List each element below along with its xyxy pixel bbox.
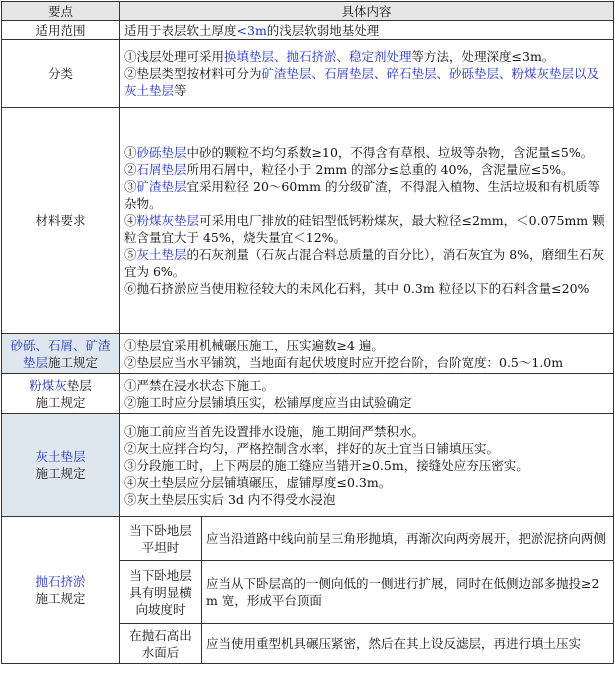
riprap-sub-label-above-water: 在抛石高出水面后 [120, 624, 202, 664]
gravel-label-c: 施工规定 [48, 354, 99, 370]
row-riprap-1 [2, 517, 614, 561]
gravel-label-a: 砂砾、石屑、矿渣 [10, 337, 111, 353]
flyash-line-1: ①严禁在浸水状态下施工。 [124, 377, 275, 393]
flyash-label-b: 垫层 [66, 377, 92, 393]
content-scope [120, 21, 614, 40]
content-gravel [120, 334, 614, 374]
gravel-label-b: 垫层 [22, 354, 48, 370]
lime-line-2: ②灰土应拌合均匀，严格控制含水率，拌好的灰土宜当日铺填压实。 [124, 440, 500, 456]
label-flyash [2, 374, 120, 414]
label-riprap [2, 517, 120, 664]
materials-line-4: ④粉煤灰垫层可采用电厂排放的硅铝型低钙粉煤灰，最大粒径≤2mm，＜0.075mm 颗粒含量宜大于 45%，烧失量宜＜12%。 [124, 213, 605, 245]
content-flyash [120, 374, 614, 414]
classification-line-1: ①浅层处理可采用换填垫层、抛石挤淤、稳定剂处理等方法，处理深度≤3m。 [124, 49, 555, 64]
row-lime [2, 414, 614, 517]
content-classification [120, 40, 614, 108]
riprap-label-a: 抛石挤淤 [35, 574, 86, 589]
classification-line-2: ②垫层类型按材料可分为矿渣垫层、石屑垫层、碎石垫层、砂砾垫层、粉煤灰垫层以及灰土垫层等 [124, 66, 600, 98]
header-content: 具体内容 [120, 2, 614, 21]
riprap-sub-label-slope: 当下卧地层具有明显横向坡度时 [120, 561, 202, 624]
riprap-sub-label-flat: 当下卧地层平坦时 [120, 517, 202, 561]
gravel-line-1: ①垫层宜采用机械碾压施工，压实遍数≥4 遍。 [124, 337, 384, 353]
riprap-sub-text-above-water: 应当使用重型机具碾压紧密，然后在其上设反滤层，再进行填土压实 [202, 624, 614, 664]
label-materials: 材料要求 [2, 108, 120, 334]
label-classification: 分类 [2, 40, 120, 108]
row-classification [2, 40, 614, 108]
lime-line-1: ①施工前应当首先设置排水设施，施工期间严禁积水。 [124, 423, 425, 439]
header-key-points: 要点 [2, 2, 120, 21]
flyash-label-a: 粉煤灰 [29, 377, 67, 393]
riprap-label-b: 施工规定 [35, 591, 86, 606]
materials-line-3: ③矿渣垫层宜采用粒径 20～60mm 的分级矿渣，不得混入植物、生活垃圾和有机质等杂物。 [124, 179, 600, 211]
flyash-label-c: 施工规定 [35, 394, 86, 410]
lime-line-5: ⑤灰土垫层压实后 3d 内不得受水浸泡 [124, 491, 336, 507]
materials-line-2: ②石屑垫层所用石屑中，粒径小于 2mm 的部分≤总重的 40%，含泥量应≤5%。 [124, 162, 574, 177]
header-row [2, 2, 614, 21]
materials-line-5: ⑤灰土垫层的石灰剂量（石灰占混合料总质量的百分比），消石灰宜为 8%，磨细生石灰宜为 6%。 [124, 247, 605, 279]
lime-label-a: 灰土垫层 [35, 449, 86, 464]
construction-spec-table [1, 1, 614, 664]
lime-label-b: 施工规定 [35, 466, 86, 481]
lime-line-3: ③分段施工时，上下两层的施工缝应当错开≥0.5m，接缝处应夯压密实。 [124, 457, 529, 473]
lime-line-4: ④灰土垫层应分层铺填碾压，虚铺厚度≤0.3m。 [124, 474, 392, 490]
content-lime [120, 414, 614, 517]
gravel-line-2: ②垫层应当水平铺筑，当地面有起伏坡度时应开挖台阶，台阶宽度：0.5～1.0m [124, 354, 564, 370]
row-gravel [2, 334, 614, 374]
row-flyash [2, 374, 614, 414]
scope-text-highlight: <3m [236, 22, 267, 38]
content-materials [120, 108, 614, 334]
riprap-sub-text-slope: 应当从下卧层高的一侧向低的一侧进行扩展，同时在低侧边部多抛投≥2m 宽，形成平台顶面 [202, 561, 614, 624]
materials-line-1: ①砂砾垫层中砂的颗粒不均匀系数≥10，不得含有草根、垃圾等杂物，含泥量≤5%。 [124, 145, 594, 160]
label-scope: 适用范围 [2, 21, 120, 40]
scope-text-a: 适用于表层软土厚度 [124, 22, 237, 38]
label-lime [2, 414, 120, 517]
flyash-line-2: ②施工时应分层铺填压实，松铺厚度应当由试验确定 [124, 394, 412, 410]
scope-text-c: 的浅层软弱地基处理 [266, 22, 380, 38]
label-gravel [2, 334, 120, 374]
row-materials [2, 108, 614, 334]
riprap-sub-text-flat: 应当沿道路中线向前呈三角形抛填，再渐次向两旁展开，把淤泥挤向两侧 [202, 517, 614, 561]
row-scope [2, 21, 614, 40]
materials-line-6: ⑥抛石挤淤应当使用粒径较大的未风化石料，其中 0.3m 粒径以下的石料含量≤20% [124, 281, 590, 296]
